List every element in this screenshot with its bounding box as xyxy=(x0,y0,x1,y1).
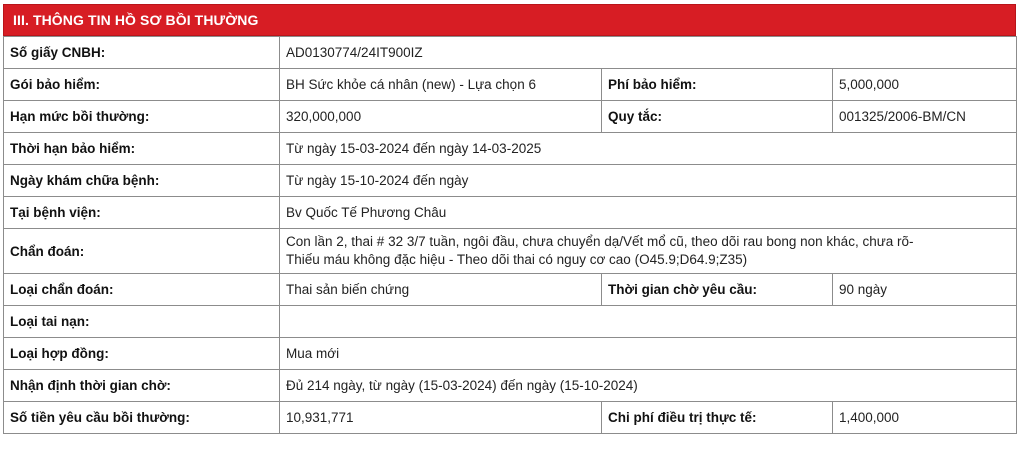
claim-amount-value: 10,931,771 xyxy=(280,402,602,434)
claim-info-table xyxy=(3,36,1017,434)
rules-label: Quy tắc: xyxy=(602,101,833,133)
waiting-assessment-label: Nhận định thời gian chờ: xyxy=(4,370,280,402)
rules-value: 001325/2006-BM/CN xyxy=(833,101,1017,133)
waiting-period-value: 90 ngày xyxy=(833,274,1017,306)
table-row xyxy=(4,306,1017,338)
table-row xyxy=(4,370,1017,402)
insurance-package-label: Gói bảo hiểm: xyxy=(4,69,280,101)
insurance-period-value: Từ ngày 15-03-2024 đến ngày 14-03-2025 xyxy=(280,133,1017,165)
table-row xyxy=(4,37,1017,69)
treatment-date-value: Từ ngày 15-10-2024 đến ngày xyxy=(280,165,1017,197)
insurance-period-label: Thời hạn bảo hiểm: xyxy=(4,133,280,165)
table-row xyxy=(4,402,1017,434)
table-row xyxy=(4,101,1017,133)
waiting-period-label: Thời gian chờ yêu cầu: xyxy=(602,274,833,306)
actual-cost-value: 1,400,000 xyxy=(833,402,1017,434)
diagnosis-value xyxy=(280,229,1017,274)
table-row xyxy=(4,69,1017,101)
table-row xyxy=(4,133,1017,165)
table-row xyxy=(4,197,1017,229)
diagnosis-type-label: Loại chẩn đoán: xyxy=(4,274,280,306)
hospital-value: Bv Quốc Tế Phương Châu xyxy=(280,197,1017,229)
claim-info-section xyxy=(3,4,1016,434)
diagnosis-line-1: Con lần 2, thai # 32 3/7 tuần, ngôi đầu, chưa chuyển dạ/Vết mổ cũ, theo dõi rau bong non khác, chưa rõ- xyxy=(286,234,914,249)
table-row xyxy=(4,229,1017,274)
table-row xyxy=(4,338,1017,370)
contract-type-value: Mua mới xyxy=(280,338,1017,370)
insurance-package-value: BH Sức khỏe cá nhân (new) - Lựa chọn 6 xyxy=(280,69,602,101)
claim-amount-label: Số tiền yêu cầu bồi thường: xyxy=(4,402,280,434)
table-row xyxy=(4,274,1017,306)
treatment-date-label: Ngày khám chữa bệnh: xyxy=(4,165,280,197)
waiting-assessment-value: Đủ 214 ngày, từ ngày (15-03-2024) đến ngày (15-10-2024) xyxy=(280,370,1017,402)
claim-limit-label: Hạn mức bồi thường: xyxy=(4,101,280,133)
section-header: III. THÔNG TIN HỒ SƠ BỒI THƯỜNG xyxy=(3,4,1016,36)
certificate-number-label: Số giấy CNBH: xyxy=(4,37,280,69)
claim-limit-value: 320,000,000 xyxy=(280,101,602,133)
certificate-number-value: AD0130774/24IT900IZ xyxy=(280,37,1017,69)
accident-type-value xyxy=(280,306,1017,338)
diagnosis-type-value: Thai sản biến chứng xyxy=(280,274,602,306)
premium-value: 5,000,000 xyxy=(833,69,1017,101)
contract-type-label: Loại hợp đồng: xyxy=(4,338,280,370)
premium-label: Phí bảo hiểm: xyxy=(602,69,833,101)
diagnosis-label: Chẩn đoán: xyxy=(4,229,280,274)
actual-cost-label: Chi phí điều trị thực tế: xyxy=(602,402,833,434)
table-row xyxy=(4,165,1017,197)
diagnosis-line-2: Thiếu máu không đặc hiệu - Theo dõi thai có nguy cơ cao (O45.9;D64.9;Z35) xyxy=(286,252,748,267)
hospital-label: Tại bệnh viện: xyxy=(4,197,280,229)
accident-type-label: Loại tai nạn: xyxy=(4,306,280,338)
